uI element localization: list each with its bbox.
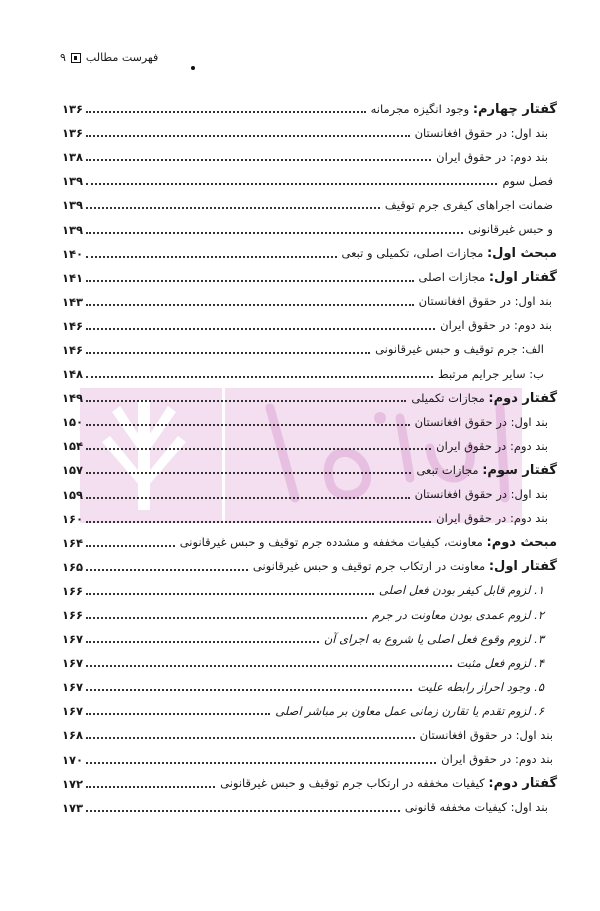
dot-leader xyxy=(86,342,370,354)
toc-entry-page: ۱۶۷ xyxy=(62,656,84,671)
toc-entry-page: ۱۶۷ xyxy=(62,680,84,695)
toc-entry-text: کیفیات مخففه در ارتکاب جرم توقیف و حبس غیرقانونی xyxy=(220,776,489,791)
toc-entry[interactable] xyxy=(62,410,557,434)
toc-entry-title xyxy=(339,246,557,261)
toc-entry-title xyxy=(413,463,557,478)
toc-entry-text: مجازات تکمیلی xyxy=(411,390,489,405)
toc-entry[interactable] xyxy=(62,217,557,241)
toc-entry-page: ۱۷۲ xyxy=(62,776,84,791)
toc-entry[interactable] xyxy=(62,362,557,386)
dot-leader xyxy=(86,511,431,523)
toc-entry-title xyxy=(416,270,557,285)
toc-entry-title xyxy=(250,559,557,574)
toc-entry[interactable] xyxy=(62,290,557,314)
toc-entry-text: بند اول: کیفیات مخففه قانونی xyxy=(404,800,548,815)
toc-entry[interactable] xyxy=(62,748,557,772)
toc-entry[interactable] xyxy=(62,579,557,603)
toc-entry-page: ۱۵۴ xyxy=(62,439,84,454)
dot-leader xyxy=(86,487,410,499)
toc-entry-page: ۱۴۸ xyxy=(62,367,84,382)
toc-entry[interactable] xyxy=(62,796,557,820)
toc-entry-text: ۵. وجود احراز رابطه علیت xyxy=(417,679,544,694)
toc-entry-page: ۱۶۰ xyxy=(62,511,84,526)
toc-entry-text: معاونت، کیفیات مخففه و مشدده جرم توقیف و حبس غیرقانونی xyxy=(179,535,487,550)
toc-entry-heading: گفتار اول: xyxy=(488,559,557,575)
toc-entry[interactable] xyxy=(62,699,557,723)
dot-leader xyxy=(86,246,337,258)
toc-entry-text: الف: جرم توقیف و حبس غیرقانونی xyxy=(375,342,544,357)
dot-leader xyxy=(86,655,452,667)
toc-entry-page: ۱۶۶ xyxy=(62,608,84,623)
toc-entry-page: ۱۳۹ xyxy=(62,174,84,189)
toc-entry-text: ۲. لزوم عمدی بودن معاونت در جرم xyxy=(371,607,544,622)
running-header xyxy=(60,50,158,66)
toc-entry-page: ۱۴۱ xyxy=(62,270,84,285)
toc-entry-title xyxy=(382,198,557,213)
toc-entry-title xyxy=(433,439,557,454)
toc-entry[interactable] xyxy=(62,627,557,651)
toc-entry-title xyxy=(435,367,557,382)
toc-entry-text: بند دوم: در حقوق ایران xyxy=(436,438,548,453)
dot-leader xyxy=(86,149,431,161)
toc-entry-title xyxy=(402,800,557,815)
toc-entry-text: بند اول: در حقوق افغانستان xyxy=(419,727,553,742)
toc-entry-title xyxy=(438,752,557,767)
toc-entry-text: وجود انگیزه مجرمانه xyxy=(370,101,473,116)
dot-leader xyxy=(86,173,497,185)
dot-leader xyxy=(86,752,436,764)
toc-entry[interactable] xyxy=(62,434,557,458)
toc-entry-page: ۱۳۶ xyxy=(62,126,84,141)
toc-entry[interactable] xyxy=(62,145,557,169)
dot-leader xyxy=(86,318,435,330)
toc-entry-page: ۱۵۹ xyxy=(62,487,84,502)
dot-leader xyxy=(86,270,414,282)
toc-entry-text: بند اول: در حقوق افغانستان xyxy=(414,487,548,502)
toc-entry[interactable] xyxy=(62,555,557,579)
toc-entry-title xyxy=(433,511,557,526)
toc-entry[interactable] xyxy=(62,723,557,747)
toc-entry-text: بند اول: در حقوق افغانستان xyxy=(414,125,548,140)
toc-entry-page: ۱۶۸ xyxy=(62,728,84,743)
dot-leader xyxy=(86,197,380,209)
toc-entry-text: ضمانت اجراهای کیفری جرم توقیف xyxy=(384,197,553,212)
toc-entry-text: معاونت در ارتکاب جرم توقیف و حبس غیرقانونی xyxy=(252,559,489,574)
toc-entry-title xyxy=(272,704,557,719)
dot-mark xyxy=(191,66,195,70)
dot-leader xyxy=(86,559,248,571)
toc-entry[interactable] xyxy=(62,483,557,507)
toc-entry-heading: مبحث اول: xyxy=(486,246,557,262)
toc-entry-title xyxy=(372,342,557,357)
toc-entry-title xyxy=(433,150,557,165)
toc-entry-page: ۱۶۷ xyxy=(62,704,84,719)
toc-entry[interactable] xyxy=(62,675,557,699)
toc-entry-title xyxy=(369,608,557,623)
toc-entry-heading: گفتار سوم: xyxy=(482,462,557,478)
toc-entry-page: ۱۷۳ xyxy=(62,800,84,815)
toc-entry[interactable] xyxy=(62,338,557,362)
dot-leader xyxy=(86,414,410,426)
toc-entry[interactable] xyxy=(62,531,557,555)
dot-leader xyxy=(86,438,431,450)
dot-leader xyxy=(86,125,410,137)
toc-entry-page: ۱۴۰ xyxy=(62,246,84,261)
toc-entry-page: ۱۶۷ xyxy=(62,632,84,647)
toc-entry-text: ۳. لزوم وقوع فعل اصلی یا شروع به اجرای آن xyxy=(323,631,544,646)
dot-leader xyxy=(86,727,415,739)
header-page-number: ۹ xyxy=(60,51,66,64)
toc-entry-text: بند دوم: در حقوق ایران xyxy=(436,149,548,164)
toc-entry-text: مجازات تبعی xyxy=(416,462,483,477)
toc-entry-title xyxy=(408,391,557,406)
toc-entry-page: ۱۶۶ xyxy=(62,583,84,598)
toc-entry-title xyxy=(412,126,557,141)
toc-entry-text: و حبس غیرقانونی xyxy=(468,222,553,237)
toc-entry[interactable] xyxy=(62,314,557,338)
dot-leader xyxy=(86,583,374,595)
toc-entry[interactable] xyxy=(62,458,557,482)
toc-entry-title xyxy=(499,174,557,189)
dot-leader xyxy=(86,390,406,402)
toc-entry-text: فصل سوم xyxy=(502,173,553,188)
toc-entry-heading: مبحث دوم: xyxy=(486,535,557,551)
toc-entry-title xyxy=(416,294,557,309)
toc-entry[interactable] xyxy=(62,651,557,675)
toc-entry-heading: گفتار چهارم: xyxy=(472,101,557,117)
toc-entry-title xyxy=(368,102,557,117)
toc-entry-text: بند دوم: در حقوق ایران xyxy=(441,752,553,767)
toc-entry-text: ۴. لزوم فعل مثبت xyxy=(456,655,544,670)
toc-entry[interactable] xyxy=(62,193,557,217)
toc-entry[interactable] xyxy=(62,507,557,531)
toc-entry-page: ۱۴۳ xyxy=(62,294,84,309)
toc-entry-heading: گفتار دوم: xyxy=(488,390,557,406)
toc-entry-title xyxy=(417,728,557,743)
toc-entry-page: ۱۴۶ xyxy=(62,318,84,333)
toc-entry-page: ۱۳۶ xyxy=(62,102,84,117)
dot-leader xyxy=(86,222,463,234)
toc-entry-page: ۱۴۹ xyxy=(62,391,84,406)
dot-leader xyxy=(86,535,175,547)
dot-leader xyxy=(86,776,215,788)
toc-entry[interactable] xyxy=(62,121,557,145)
dot-leader xyxy=(86,462,411,474)
toc-entry-text: مجازات اصلی، تکمیلی و تبعی xyxy=(341,246,487,261)
square-bullet-icon xyxy=(71,53,81,63)
toc-entry[interactable] xyxy=(62,242,557,266)
toc-entry-text: ۱. لزوم قابل کیفر بودن فعل اصلی xyxy=(378,583,544,598)
toc-entry-title xyxy=(465,222,557,237)
toc-entry-title xyxy=(177,535,557,550)
toc-entry-page: ۱۵۷ xyxy=(62,463,84,478)
toc-entry-page: ۱۳۹ xyxy=(62,222,84,237)
toc-entry-text: بند اول: در حقوق افغانستان xyxy=(414,414,548,429)
toc-entry-title xyxy=(376,583,557,598)
toc-entry-page: ۱۴۶ xyxy=(62,342,84,357)
toc-entry[interactable] xyxy=(62,603,557,627)
toc-entry-title xyxy=(454,656,557,671)
toc-entry-text: مجازات اصلی xyxy=(418,270,489,285)
toc-entry-title xyxy=(414,680,557,695)
toc-entry-title xyxy=(412,487,557,502)
table-of-contents xyxy=(62,97,557,820)
toc-entry-page: ۱۶۴ xyxy=(62,535,84,550)
toc-entry[interactable] xyxy=(62,169,557,193)
dot-leader xyxy=(86,366,433,378)
dot-leader xyxy=(86,294,414,306)
dot-leader xyxy=(86,631,319,643)
toc-entry-page: ۱۳۸ xyxy=(62,150,84,165)
toc-entry-title xyxy=(321,632,557,647)
toc-entry-text: بند اول: در حقوق افغانستان xyxy=(418,294,552,309)
toc-entry-text: بند دوم: در حقوق ایران xyxy=(440,318,552,333)
dot-leader xyxy=(86,101,366,113)
toc-entry-heading: گفتار دوم: xyxy=(488,776,557,792)
toc-entry-page: ۱۳۹ xyxy=(62,198,84,213)
dot-leader xyxy=(86,800,400,812)
toc-entry[interactable] xyxy=(62,772,557,796)
toc-entry-heading: گفتار اول: xyxy=(488,270,557,286)
toc-entry-page: ۱۶۵ xyxy=(62,559,84,574)
dot-leader xyxy=(86,679,412,691)
toc-entry[interactable] xyxy=(62,97,557,121)
toc-entry-text: بند دوم: در حقوق ایران xyxy=(436,511,548,526)
dot-leader xyxy=(86,703,270,715)
toc-entry-page: ۱۵۰ xyxy=(62,415,84,430)
header-title: فهرست مطالب xyxy=(85,51,159,64)
toc-entry-title xyxy=(412,415,557,430)
toc-entry[interactable] xyxy=(62,266,557,290)
toc-entry[interactable] xyxy=(62,386,557,410)
toc-entry-text: ۶. لزوم تقدم یا تقارن زمانی عمل معاون بر مباشر اصلی xyxy=(275,703,544,718)
toc-entry-title xyxy=(217,776,557,791)
toc-entry-text: ب: سایر جرایم مرتبط xyxy=(438,366,544,381)
toc-entry-page: ۱۷۰ xyxy=(62,752,84,767)
dot-leader xyxy=(86,607,367,619)
toc-entry-title xyxy=(437,318,557,333)
